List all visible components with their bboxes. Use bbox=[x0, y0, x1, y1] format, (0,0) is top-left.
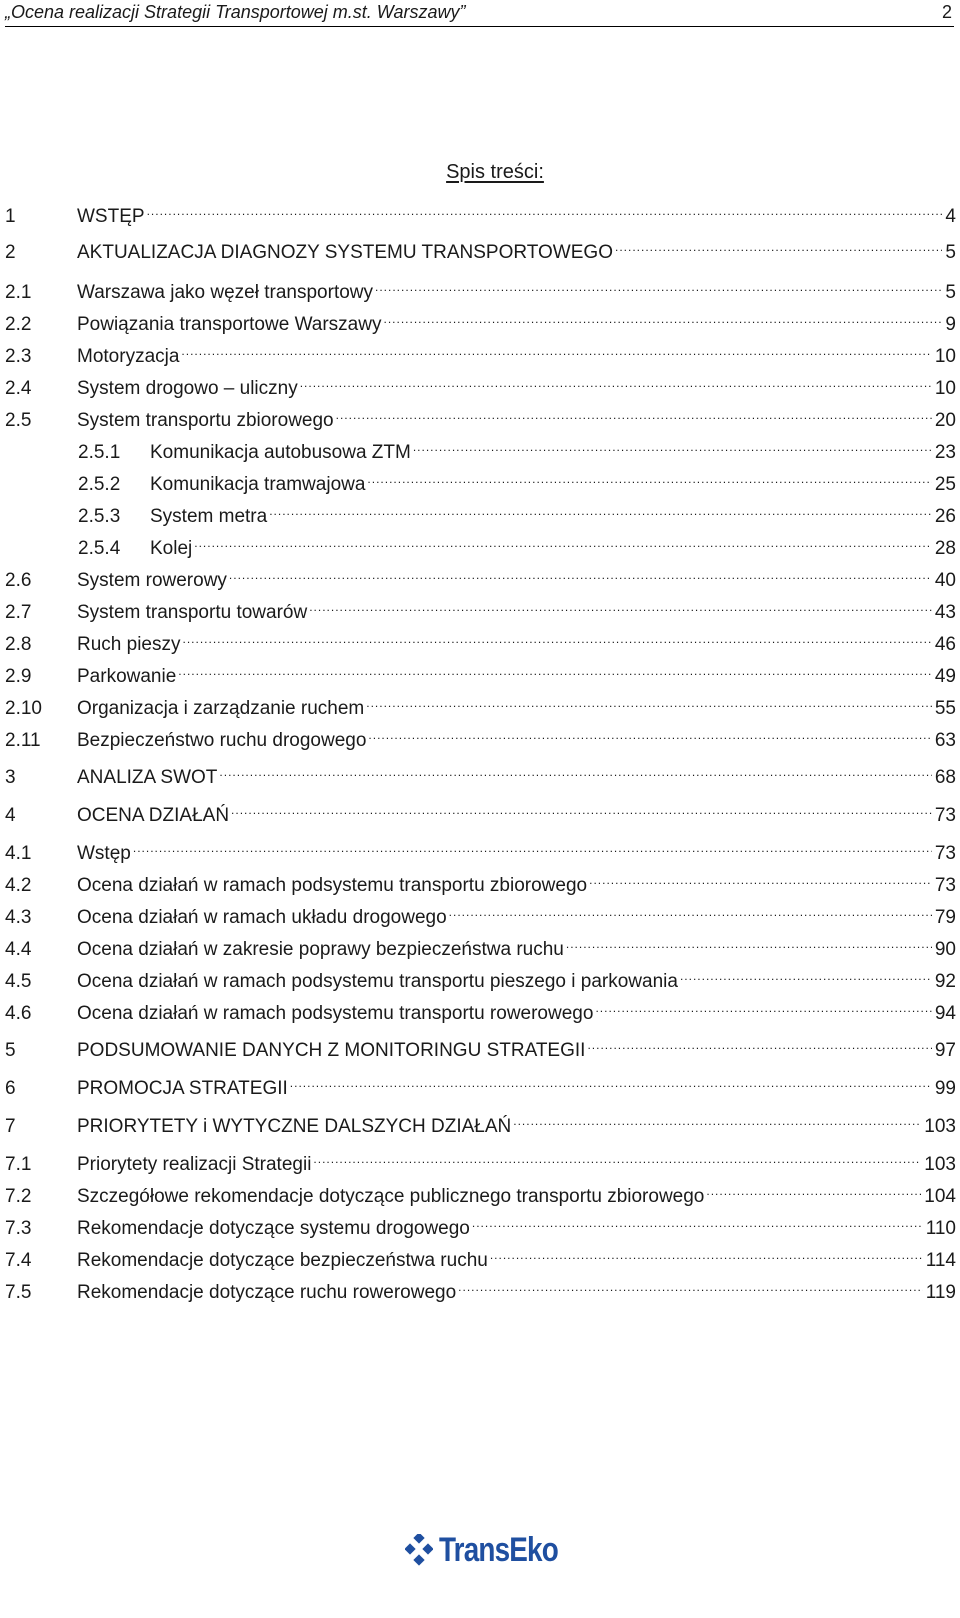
toc-entry-title[interactable]: Motoryzacja bbox=[77, 346, 180, 367]
toc-entry-page: 94 bbox=[934, 1003, 956, 1024]
toc-leader-dots bbox=[313, 1142, 921, 1170]
toc-leader-dots bbox=[219, 755, 931, 783]
toc-leader-dots bbox=[706, 1174, 921, 1202]
page-header bbox=[5, 0, 954, 27]
toc-entry-number: 4.4 bbox=[5, 939, 32, 960]
toc-entry[interactable] bbox=[5, 302, 956, 335]
toc-entry-title[interactable]: Bezpieczeństwo ruchu drogowego bbox=[77, 730, 367, 751]
toc-entry-number: 4 bbox=[5, 805, 16, 826]
toc-entry-title[interactable]: Rekomendacje dotyczące systemu drogowego bbox=[77, 1218, 470, 1239]
toc-leader-dots bbox=[183, 622, 932, 650]
toc-entry[interactable] bbox=[5, 927, 956, 960]
toc-entry-title[interactable]: PRIORYTETY i WYTYCZNE DALSZYCH DZIAŁAŃ bbox=[77, 1116, 512, 1137]
toc-entry-page: 119 bbox=[925, 1282, 956, 1303]
toc-entry-title[interactable]: Ocena działań w zakresie poprawy bezpieczeństwa ruchu bbox=[77, 939, 564, 960]
toc-entry[interactable] bbox=[5, 718, 956, 751]
toc-leader-dots bbox=[615, 230, 942, 258]
toc-entry-title[interactable]: System drogowo – uliczny bbox=[77, 378, 298, 399]
toc-entry[interactable] bbox=[5, 1206, 956, 1239]
toc-entry-page: 79 bbox=[934, 907, 956, 928]
toc-leader-dots bbox=[513, 1104, 921, 1132]
toc-entry-title[interactable]: ANALIZA SWOT bbox=[77, 767, 218, 788]
toc-heading bbox=[0, 160, 960, 184]
toc-entry-page: 92 bbox=[934, 971, 956, 992]
toc-entry[interactable] bbox=[5, 991, 956, 1024]
toc-entry-number: 2.6 bbox=[5, 570, 32, 591]
toc-entry[interactable] bbox=[5, 1066, 956, 1099]
toc-entry[interactable] bbox=[5, 1028, 956, 1061]
toc-entry[interactable] bbox=[5, 230, 956, 263]
toc-leader-dots bbox=[269, 494, 932, 522]
toc-entry-page: 49 bbox=[934, 666, 956, 687]
toc-entry-title[interactable]: Rekomendacje dotyczące ruchu rowerowego bbox=[77, 1282, 457, 1303]
toc-leader-dots bbox=[472, 1206, 923, 1234]
toc-entry-title[interactable]: Ocena działań w ramach układu drogowego bbox=[77, 907, 447, 928]
toc-entry[interactable] bbox=[5, 686, 956, 719]
toc-leader-dots bbox=[368, 718, 931, 746]
toc-entry-number: 7.4 bbox=[5, 1250, 32, 1271]
toc-entry-number: 4.2 bbox=[5, 875, 32, 896]
toc-entry[interactable] bbox=[5, 1174, 956, 1207]
toc-entry-number: 2.5.4 bbox=[78, 538, 121, 559]
toc-entry-number: 7.1 bbox=[5, 1154, 32, 1175]
toc-entry-page: 5 bbox=[945, 242, 956, 263]
toc-entry[interactable] bbox=[5, 558, 956, 591]
toc-entry-number: 7 bbox=[5, 1116, 16, 1137]
toc-entry-number: 2.3 bbox=[5, 346, 32, 367]
toc-entry-number: 6 bbox=[5, 1078, 16, 1099]
toc-entry-page: 63 bbox=[934, 730, 956, 751]
toc-entry-title[interactable]: Wstęp bbox=[77, 843, 131, 864]
toc-leader-dots bbox=[383, 302, 942, 330]
toc-leader-dots bbox=[181, 334, 931, 362]
toc-entry-page: 103 bbox=[924, 1154, 956, 1175]
toc-entry-title[interactable]: Rekomendacje dotyczące bezpieczeństwa ruchu bbox=[77, 1250, 488, 1271]
toc-entry-page: 68 bbox=[934, 767, 956, 788]
toc-entry-page: 43 bbox=[934, 602, 956, 623]
toc-entry-page: 55 bbox=[934, 698, 956, 719]
toc-entry-page: 4 bbox=[945, 206, 956, 227]
page-number: 2 bbox=[941, 2, 952, 22]
toc-entry-number: 2.4 bbox=[5, 378, 32, 399]
toc-entry-number: 4.3 bbox=[5, 907, 32, 928]
toc-entry-page: 73 bbox=[934, 805, 956, 826]
toc-entry[interactable] bbox=[78, 462, 956, 495]
toc-leader-dots bbox=[589, 863, 932, 891]
toc-entry-page: 26 bbox=[934, 506, 956, 527]
toc-entry-title[interactable]: Powiązania transportowe Warszawy bbox=[77, 314, 382, 335]
toc-entry-page: 10 bbox=[934, 346, 956, 367]
toc-leader-dots bbox=[375, 270, 942, 298]
toc-entry-page: 99 bbox=[934, 1078, 956, 1099]
document-title: „Ocena realizacji Strategii Transportowej m.st. Warszawy” bbox=[5, 2, 466, 22]
toc-entry-page: 110 bbox=[925, 1218, 956, 1239]
toc-entry[interactable] bbox=[5, 590, 956, 623]
toc-entry-page: 90 bbox=[934, 939, 956, 960]
toc-entry-title[interactable]: WSTĘP bbox=[77, 206, 145, 227]
toc-entry-title[interactable]: Kolej bbox=[150, 538, 193, 559]
toc-entry-page: 73 bbox=[934, 875, 956, 896]
toc-entry-title[interactable]: Parkowanie bbox=[77, 666, 177, 687]
toc-entry-page: 5 bbox=[945, 282, 956, 303]
toc-entry-page: 10 bbox=[934, 378, 956, 399]
toc-entry-number: 7.5 bbox=[5, 1282, 32, 1303]
toc-leader-dots bbox=[133, 831, 932, 859]
toc-entry-title[interactable]: AKTUALIZACJA DIAGNOZY SYSTEMU TRANSPORTOWEGO bbox=[77, 242, 613, 263]
toc-entry-number: 4.1 bbox=[5, 843, 32, 864]
toc-entry[interactable] bbox=[78, 430, 956, 463]
toc-entry-number: 2.5.2 bbox=[78, 474, 121, 495]
toc-entry-title[interactable]: System transportu zbiorowego bbox=[77, 410, 334, 431]
toc-entry[interactable] bbox=[5, 270, 956, 303]
toc-leader-dots bbox=[178, 654, 932, 682]
toc-entry-title[interactable]: Priorytety realizacji Strategii bbox=[77, 1154, 312, 1175]
toc-entry[interactable] bbox=[5, 366, 956, 399]
toc-entry-title[interactable]: Ruch pieszy bbox=[77, 634, 181, 655]
toc-entry-title[interactable]: Ocena działań w ramach podsystemu transportu zbiorowego bbox=[77, 875, 588, 896]
toc-leader-dots bbox=[194, 526, 932, 554]
toc-entry-page: 73 bbox=[934, 843, 956, 864]
toc-entry-title[interactable]: Organizacja i zarządzanie ruchem bbox=[77, 698, 365, 719]
toc-leader-dots bbox=[449, 895, 932, 923]
toc-entry[interactable] bbox=[78, 494, 956, 527]
toc-entry-number: 2.1 bbox=[5, 282, 32, 303]
toc-entry-number: 2 bbox=[5, 242, 16, 263]
toc-entry[interactable] bbox=[78, 526, 956, 559]
transeko-logo-icon bbox=[405, 1534, 433, 1566]
toc-entry[interactable] bbox=[5, 755, 956, 788]
toc-entry[interactable] bbox=[5, 334, 956, 367]
toc-entry[interactable] bbox=[5, 1142, 956, 1175]
toc-entry-title[interactable]: PODSUMOWANIE DANYCH Z MONITORINGU STRATEGII bbox=[77, 1040, 586, 1061]
toc-entry[interactable] bbox=[5, 654, 956, 687]
toc-entry-number: 4.5 bbox=[5, 971, 32, 992]
toc-entry[interactable] bbox=[5, 831, 956, 864]
toc-entry-number: 4.6 bbox=[5, 1003, 32, 1024]
toc-entry-number: 2.11 bbox=[5, 730, 41, 751]
toc-leader-dots bbox=[595, 991, 931, 1019]
toc-entry-number: 7.2 bbox=[5, 1186, 32, 1207]
toc-leader-dots bbox=[458, 1270, 923, 1298]
toc-entry-number: 2.5 bbox=[5, 410, 32, 431]
toc-leader-dots bbox=[566, 927, 932, 955]
footer-logo bbox=[0, 1530, 960, 1570]
toc-entry[interactable] bbox=[5, 863, 956, 896]
toc-entry-title[interactable]: PROMOCJA STRATEGII bbox=[77, 1078, 288, 1099]
toc-entry[interactable] bbox=[5, 1270, 956, 1303]
toc-leader-dots bbox=[413, 430, 932, 458]
toc-leader-dots bbox=[231, 793, 932, 821]
toc-entry-page: 25 bbox=[934, 474, 956, 495]
toc-leader-dots bbox=[366, 686, 932, 714]
toc-entry-title[interactable]: Szczegółowe rekomendacje dotyczące publicznego transportu zbiorowego bbox=[77, 1186, 705, 1207]
toc-entry-page: 23 bbox=[934, 442, 956, 463]
toc-entry-page: 9 bbox=[945, 314, 956, 335]
toc-entry-number: 2.2 bbox=[5, 314, 32, 335]
toc-entry-title[interactable]: Komunikacja autobusowa ZTM bbox=[150, 442, 411, 463]
toc-entry-number: 2.7 bbox=[5, 602, 32, 623]
toc-entry-number: 2.10 bbox=[5, 698, 42, 719]
toc-entry-title[interactable]: System metra bbox=[150, 506, 268, 527]
toc-entry[interactable] bbox=[5, 959, 956, 992]
toc-entry[interactable] bbox=[5, 194, 956, 227]
toc-leader-dots bbox=[290, 1066, 932, 1094]
toc-entry-title[interactable]: Komunikacja tramwajowa bbox=[150, 474, 366, 495]
toc-entry-title[interactable]: Ocena działań w ramach podsystemu transportu pieszego i parkowania bbox=[77, 971, 678, 992]
toc-entry-title[interactable]: Warszawa jako węzeł transportowy bbox=[77, 282, 374, 303]
toc-entry-number: 1 bbox=[5, 206, 16, 227]
toc-leader-dots bbox=[147, 194, 943, 222]
toc-leader-dots bbox=[490, 1238, 923, 1266]
toc-entry[interactable] bbox=[5, 793, 956, 826]
toc-entry-title[interactable]: OCENA DZIAŁAŃ bbox=[77, 805, 230, 826]
toc-entry-page: 103 bbox=[924, 1116, 956, 1137]
toc-entry-title[interactable]: System rowerowy bbox=[77, 570, 227, 591]
toc-entry-page: 46 bbox=[934, 634, 956, 655]
toc-entry-page: 114 bbox=[925, 1250, 956, 1271]
toc-entry[interactable] bbox=[5, 398, 956, 431]
toc-leader-dots bbox=[680, 959, 932, 987]
toc-entry[interactable] bbox=[5, 1104, 956, 1137]
toc-entry-page: 104 bbox=[924, 1186, 956, 1207]
toc-leader-dots bbox=[336, 398, 932, 426]
toc-entry-number: 7.3 bbox=[5, 1218, 32, 1239]
toc-entry-page: 40 bbox=[934, 570, 956, 591]
toc-leader-dots bbox=[229, 558, 932, 586]
toc-leader-dots bbox=[309, 590, 932, 618]
toc-leader-dots bbox=[300, 366, 932, 394]
toc-entry-title[interactable]: System transportu towarów bbox=[77, 602, 308, 623]
logo-wordmark: TransEko bbox=[439, 1531, 559, 1569]
toc-entry[interactable] bbox=[5, 895, 956, 928]
toc-entry-number: 2.8 bbox=[5, 634, 32, 655]
toc-entry-page: 97 bbox=[934, 1040, 956, 1061]
toc-entry[interactable] bbox=[5, 622, 956, 655]
toc-entry-page: 28 bbox=[934, 538, 956, 559]
toc-entry[interactable] bbox=[5, 1238, 956, 1271]
toc-leader-dots bbox=[587, 1028, 931, 1056]
toc-leader-dots bbox=[367, 462, 931, 490]
toc-entry-number: 2.9 bbox=[5, 666, 32, 687]
toc-entry-title[interactable]: Ocena działań w ramach podsystemu transportu rowerowego bbox=[77, 1003, 594, 1024]
toc-entry-number: 2.5.1 bbox=[78, 442, 121, 463]
toc-entry-page: 20 bbox=[934, 410, 956, 431]
toc-entry-number: 2.5.3 bbox=[78, 506, 121, 527]
toc-heading-text: Spis treści: bbox=[446, 161, 544, 183]
toc-entry-number: 3 bbox=[5, 767, 16, 788]
toc-entry-number: 5 bbox=[5, 1040, 16, 1061]
